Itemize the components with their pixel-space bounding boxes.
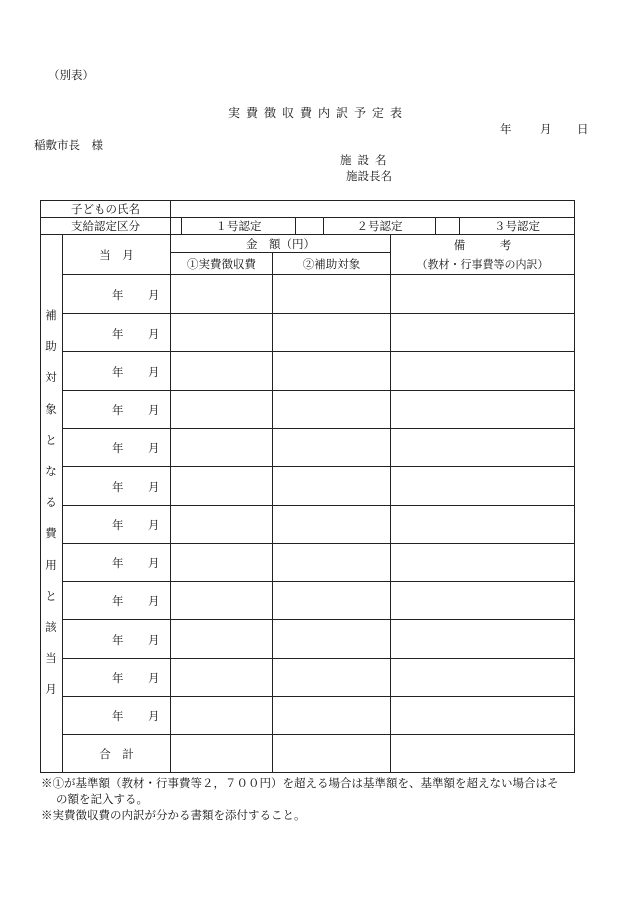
row-month: 月 bbox=[148, 327, 160, 341]
cert-3-checkbox[interactable] bbox=[436, 218, 459, 234]
actual-cost-field[interactable] bbox=[171, 275, 272, 313]
row-month: 月 bbox=[148, 441, 160, 455]
row-year: 年 bbox=[112, 480, 124, 494]
child-name-field[interactable] bbox=[171, 201, 574, 217]
addressee: 稲敷市長 様 bbox=[34, 138, 103, 152]
row-month: 月 bbox=[148, 594, 160, 608]
row-month: 月 bbox=[148, 288, 160, 302]
row-month: 月 bbox=[148, 556, 160, 570]
row-year: 年 bbox=[112, 594, 124, 608]
side-label: 補 助 対 象 と な る 費 用 と 該 当 月 bbox=[45, 308, 57, 697]
cert-2-checkbox[interactable] bbox=[296, 218, 323, 234]
amount-header: 金 額（円） bbox=[246, 236, 315, 251]
row-month: 月 bbox=[148, 671, 160, 685]
date-year: 年 bbox=[500, 122, 512, 136]
facility-director-label: 施設長名 bbox=[346, 169, 392, 183]
row-month: 月 bbox=[148, 365, 160, 379]
row-month: 月 bbox=[148, 709, 160, 723]
row-month: 月 bbox=[148, 518, 160, 532]
date-day: 日 bbox=[577, 122, 589, 136]
col-actual-header: ①実費徴収費 bbox=[187, 256, 256, 271]
note-1-line-2: の額を記入する。 bbox=[56, 792, 148, 806]
child-name-label: 子どもの氏名 bbox=[71, 202, 140, 216]
row-month: 月 bbox=[148, 633, 160, 647]
remarks-subheader: （教材・行事費等の内訳） bbox=[416, 258, 549, 271]
page-title: 実費徴収費内訳予定表 bbox=[228, 106, 409, 120]
row-year: 年 bbox=[112, 518, 124, 532]
subsidy-field[interactable] bbox=[273, 275, 390, 313]
row-year: 年 bbox=[112, 441, 124, 455]
cert-option-3: ３号認定 bbox=[494, 219, 540, 233]
cert-1-checkbox[interactable] bbox=[171, 218, 181, 234]
row-month: 月 bbox=[148, 403, 160, 417]
total-label: 合 計 bbox=[99, 746, 134, 761]
month-header: 当 月 bbox=[99, 247, 134, 262]
total-actual-field[interactable] bbox=[171, 735, 272, 772]
certification-label: 支給認定区分 bbox=[71, 219, 140, 233]
row-year: 年 bbox=[112, 327, 124, 341]
row-year: 年 bbox=[112, 556, 124, 570]
note-2: ※実費徴収費の内訳が分かる書類を添付すること。 bbox=[41, 808, 306, 822]
row-month: 月 bbox=[148, 480, 160, 494]
cert-option-2: ２号認定 bbox=[356, 219, 403, 233]
col-subsidy-header: ②補助対象 bbox=[302, 256, 361, 271]
row-year: 年 bbox=[112, 671, 124, 685]
row-year: 年 bbox=[112, 709, 124, 723]
row-year: 年 bbox=[112, 633, 124, 647]
date-month: 月 bbox=[540, 122, 552, 136]
remarks-header: 備 考 bbox=[453, 237, 512, 252]
total-subsidy-field[interactable] bbox=[273, 735, 390, 772]
remarks-field[interactable] bbox=[391, 275, 574, 313]
attachment-label: （別表） bbox=[48, 68, 94, 82]
facility-name-label: 施設名 bbox=[340, 153, 393, 167]
row-year: 年 bbox=[112, 403, 124, 417]
cert-option-1: １号認定 bbox=[215, 219, 262, 233]
row-year: 年 bbox=[112, 288, 124, 302]
note-1-line-1: ※①が基準額（教材・行事費等２，７００円）を超える場合は基準額を、基準額を超えない場合はそ bbox=[41, 776, 559, 790]
row-year: 年 bbox=[112, 365, 124, 379]
